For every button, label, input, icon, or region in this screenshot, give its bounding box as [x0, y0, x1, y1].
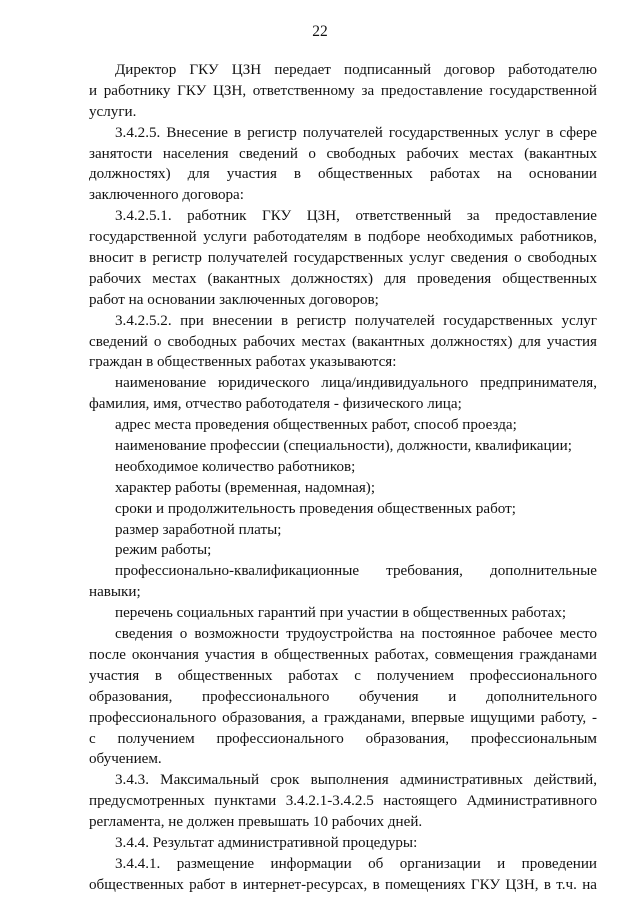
- text-line: размер заработной платы;: [115, 521, 282, 538]
- text-line: работ на основании заключенных договоров;: [89, 291, 379, 308]
- text-line: государственной услуги работодателям в подборе необходимых работников,: [89, 229, 597, 246]
- text-line: профессионально-квалификационные требования, дополнительные: [115, 563, 597, 580]
- text-line: участия в общественных работах с получением профессионального: [89, 667, 597, 684]
- text-line: и работнику ГКУ ЦЗН, ответственному за предоставление государственной: [89, 82, 597, 99]
- text-line: должностях) для участия в общественных работах на основании: [89, 166, 597, 183]
- text-line: профессионального образования, а гражданами, впервые ищущими работу, -: [89, 709, 597, 726]
- text-line: Директор ГКУ ЦЗН передает подписанный договор работодателю: [115, 62, 597, 78]
- text-line: 3.4.2.5.1. работник ГКУ ЦЗН, ответственный за предоставление: [115, 208, 597, 225]
- text-line: образования, профессионального обучения и дополнительного: [89, 688, 597, 705]
- document-body: [89, 60, 597, 896]
- text-line: регламента, не должен превышать 10 рабочих дней.: [89, 814, 423, 831]
- text-line: адрес места проведения общественных работ, способ проезда;: [115, 417, 517, 434]
- text-line: 3.4.3. Максимальный срок выполнения административных действий,: [115, 772, 597, 789]
- text-line: рабочих местах (вакантных должностях) для проведения общественных: [89, 270, 597, 287]
- text-line: сведения о возможности трудоустройства на постоянное рабочее место: [115, 626, 597, 643]
- text-line: вносит в регистр получателей государственных услуг сведения о свободных: [89, 250, 597, 267]
- text-line: 3.4.2.5.2. при внесении в регистр получателей государственных услуг: [115, 312, 597, 329]
- text-line: перечень социальных гарантий при участии в общественных работах;: [115, 605, 567, 622]
- text-line: навыки;: [89, 584, 141, 601]
- text-line: сроки и продолжительность проведения общественных работ;: [115, 500, 516, 517]
- text-line: характер работы (временная, надомная);: [115, 479, 376, 496]
- text-line: необходимое количество работников;: [115, 458, 356, 475]
- text-line: 3.4.4. Результат административной процедуры:: [115, 834, 418, 851]
- text-line: наименование профессии (специальности), должности, квалификации;: [115, 438, 572, 455]
- text-line: фамилия, имя, отчество работодателя - физического лица;: [89, 396, 462, 413]
- page-number: 22: [312, 23, 328, 40]
- text-line: общественных работ в интернет-ресурсах, в помещениях ГКУ ЦЗН, в т.ч. на: [89, 876, 597, 893]
- text-line: предусмотренных пунктами 3.4.2.1-3.4.2.5 настоящего Административного: [89, 793, 597, 810]
- text-line: после окончания участия в общественных работах, совмещения гражданами: [89, 646, 597, 663]
- text-line: с получением профессионального образования, профессиональным: [89, 730, 597, 747]
- text-line: режим работы;: [115, 542, 212, 559]
- text-line: 3.4.2.5. Внесение в регистр получателей государственных услуг в сфере: [115, 124, 597, 141]
- text-line: услуги.: [89, 103, 137, 120]
- text-line: обучением.: [89, 751, 162, 768]
- text-line: сведений о свободных рабочих местах (вакантных должностях) для участия: [89, 333, 597, 350]
- text-line: граждан в общественных работах указываются:: [89, 354, 397, 371]
- text-line: занятости населения сведений о свободных рабочих местах (вакантных: [89, 145, 597, 162]
- text-line: наименование юридического лица/индивидуального предпринимателя,: [115, 375, 597, 392]
- text-line: 3.4.4.1. размещение информации об организации и проведении: [115, 855, 597, 872]
- text-line: заключенного договора:: [89, 187, 244, 204]
